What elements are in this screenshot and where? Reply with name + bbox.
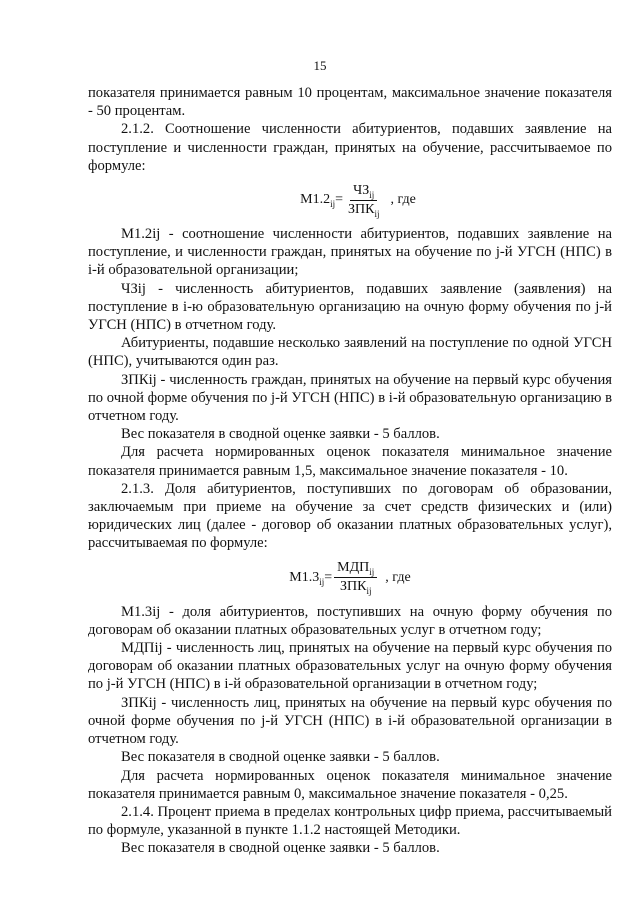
formula-fraction: [334, 560, 377, 595]
page-number: 15: [313, 58, 327, 73]
paragraph-weight-1: Вес показателя в сводной оценке заявки - 5 баллов.: [121, 426, 440, 443]
formula-m1-2: [88, 175, 612, 225]
paragraph-0: показателя принимается равным 10 процентам, максимальное значение показателя - 50 процентам.: [88, 85, 612, 120]
paragraph-section-2-1-4: 2.1.4. Процент приема в пределах контрольных цифр приема, рассчитываемый по формуле, указанной в пункте 1.1.2 настоящей Методики.: [88, 803, 612, 839]
formula-denominator: $ЗПК_{ij}$: [348, 201, 380, 219]
paragraph-mdp-definition: МДПij - численность лиц, принятых на обучение на первый курс обучения по договорам об оказании платных образовательных услуг на очную форму обучения по j-й УГСН (НПС) в i-й образовательной организации в отчетном году;: [88, 640, 612, 693]
formula-lhs: $М1.2_{ij}$: [300, 191, 336, 209]
paragraph-normalization-1: Для расчета нормированных оценок показателя минимальное значение показателя принимается равным 1,5, максимальное значение показателя - 10.: [88, 444, 612, 479]
formula-m1-3: [88, 553, 612, 603]
formula-denominator: $ЗПК_{ij}$: [339, 579, 372, 597]
paragraph-section-2-1-3: 2.1.3. Доля абитуриентов, поступивших по договорам об образовании, заключаемым при приеме на обучение за счет средств физических и (или) юридических лиц (далее - договор об оказании платных образовательных услуг), рассчитываемая по формуле:: [88, 480, 612, 552]
paragraph-normalization-2: Для расчета нормированных оценок показателя минимальное значение показателя принимается равным 0, максимальное значение показателя - 0,25.: [88, 767, 612, 802]
formula-suffix: , где: [385, 569, 411, 585]
paragraph-zpk-definition-2: ЗПКij - численность лиц, принятых на обучение на первый курс обучения по очной форме обучения по j-й УГСН (НПС) в i-й образовательной организации в отчетном году.: [88, 694, 612, 748]
paragraph-m1-3-definition: М1.3ij - доля абитуриентов, поступивших на очную форму обучения по договорам об оказании платных образовательных услуг в отчетном году;: [88, 603, 612, 638]
formula-numerator: $МДП_{ij}$: [334, 560, 377, 578]
paragraph-chz-definition: ЧЗij - численность абитуриентов, подавших заявление (заявления) на поступление в i-ю образовательную организацию на очную форму обучения по j-й УГСН (НПС) в отчетном году.: [88, 280, 612, 334]
formula-numerator: $ЧЗ_{ij}$: [350, 183, 377, 201]
formula-equals: =: [335, 191, 343, 207]
page-content: [88, 84, 612, 858]
formula-lhs: $М1.3_{ij}$: [289, 569, 325, 587]
paragraph-m1-2-definition: М1.2ij - соотношение численности абитуриентов, подавших заявление на поступление, и численности граждан, принятых на обучение по j-й УГСН (НПС) в i-й образовательной организации;: [88, 226, 612, 279]
paragraph-section-2-1-2: 2.1.2. Соотношение численности абитуриентов, подавших заявление на поступление и численности граждан, принятых на обучение, рассчитываемое по формуле:: [88, 121, 612, 174]
formula-suffix: , где: [390, 191, 416, 207]
paragraph-weight-3: Вес показателя в сводной оценке заявки - 5 баллов.: [121, 840, 440, 857]
paragraph-zpk-definition: ЗПКij - численность граждан, принятых на обучение на первый курс обучения по очной форме обучения по j-й УГСН (НПС) в i-й образовательную организацию в отчетном году.: [88, 371, 612, 425]
paragraph-weight-2: Вес показателя в сводной оценке заявки - 5 баллов.: [121, 749, 440, 766]
paragraph-applicants-note: Абитуриенты, подавшие несколько заявлений на поступление по одной УГСН (НПС), учитываются один раз.: [88, 335, 612, 370]
formula-fraction: [345, 183, 382, 218]
formula-equals: =: [324, 569, 333, 585]
